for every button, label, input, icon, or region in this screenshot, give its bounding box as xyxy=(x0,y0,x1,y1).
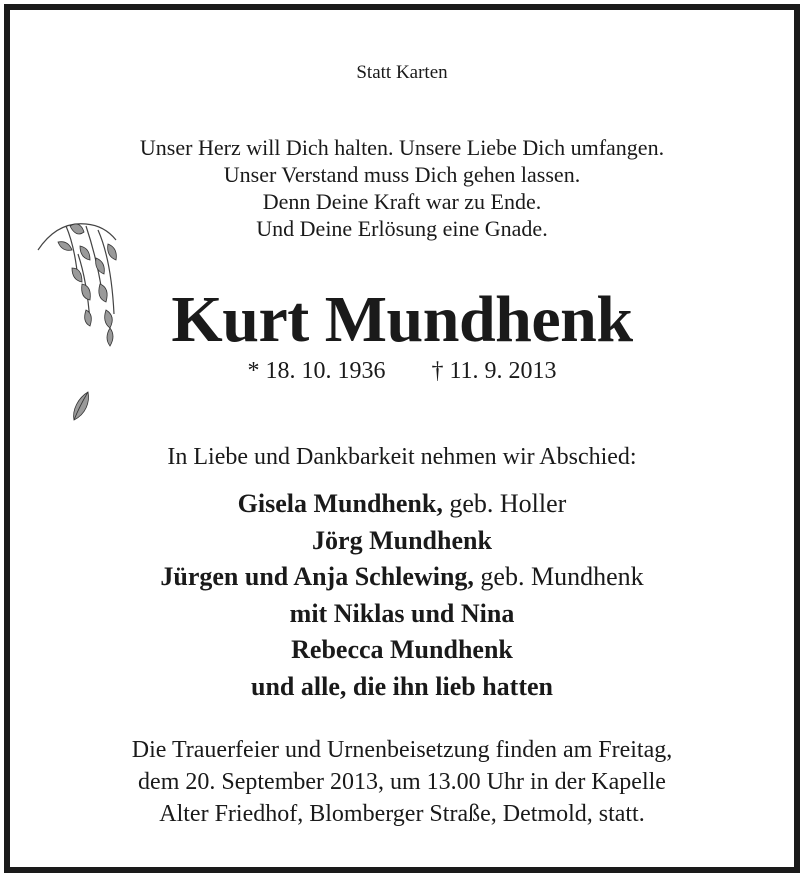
birth-date: * 18. 10. 1936 xyxy=(247,358,386,384)
verse-line: Unser Verstand muss Dich gehen lassen. xyxy=(223,162,581,187)
mourner-row xyxy=(10,596,794,633)
falling-leaf-icon xyxy=(70,388,94,424)
mourner-name: Jörg Mundhenk xyxy=(312,525,492,555)
mourner-name: und alle, die ihn lieb hatten xyxy=(251,671,553,701)
mourner-row xyxy=(10,559,794,596)
mourner-row xyxy=(10,486,794,523)
deceased-name: Kurt Mundhenk xyxy=(171,283,633,356)
mourner-row xyxy=(10,669,794,706)
death-date: † 11. 9. 2013 xyxy=(431,358,557,384)
verse-line: Unser Herz will Dich halten. Unsere Liebe Dich umfangen. xyxy=(139,135,665,160)
ceremony-line: Die Trauerfeier und Urnenbeisetzung finden am Freitag, xyxy=(131,737,673,763)
mourner-name: Gisela Mundhenk, xyxy=(237,489,443,518)
mourner-suffix: geb. Holler xyxy=(442,489,567,518)
verse-line: Und Deine Erlösung eine Gnade. xyxy=(256,216,548,241)
statt-karten-label: Statt Karten xyxy=(356,62,448,83)
ceremony-line: Alter Friedhof, Blomberger Straße, Detmold, statt. xyxy=(159,801,645,827)
ceremony-line: dem 20. September 2013, um 13.00 Uhr in der Kapelle xyxy=(138,769,666,795)
life-dates xyxy=(10,358,794,385)
verse-line: Denn Deine Kraft war zu Ende. xyxy=(262,189,542,214)
obituary-frame xyxy=(4,4,800,873)
mourner-name: Rebecca Mundhenk xyxy=(291,635,513,664)
mourner-row xyxy=(10,523,794,560)
mourner-row xyxy=(10,632,794,669)
ceremony-notice xyxy=(10,734,794,830)
mourner-name: mit Niklas und Nina xyxy=(289,598,515,628)
mourner-suffix: geb. Mundhenk xyxy=(473,562,644,591)
mourners-list xyxy=(10,486,794,705)
mourner-name: Jürgen und Anja Schlewing, xyxy=(160,562,474,591)
farewell-intro: In Liebe und Dankbarkeit nehmen wir Abschied: xyxy=(167,444,637,470)
